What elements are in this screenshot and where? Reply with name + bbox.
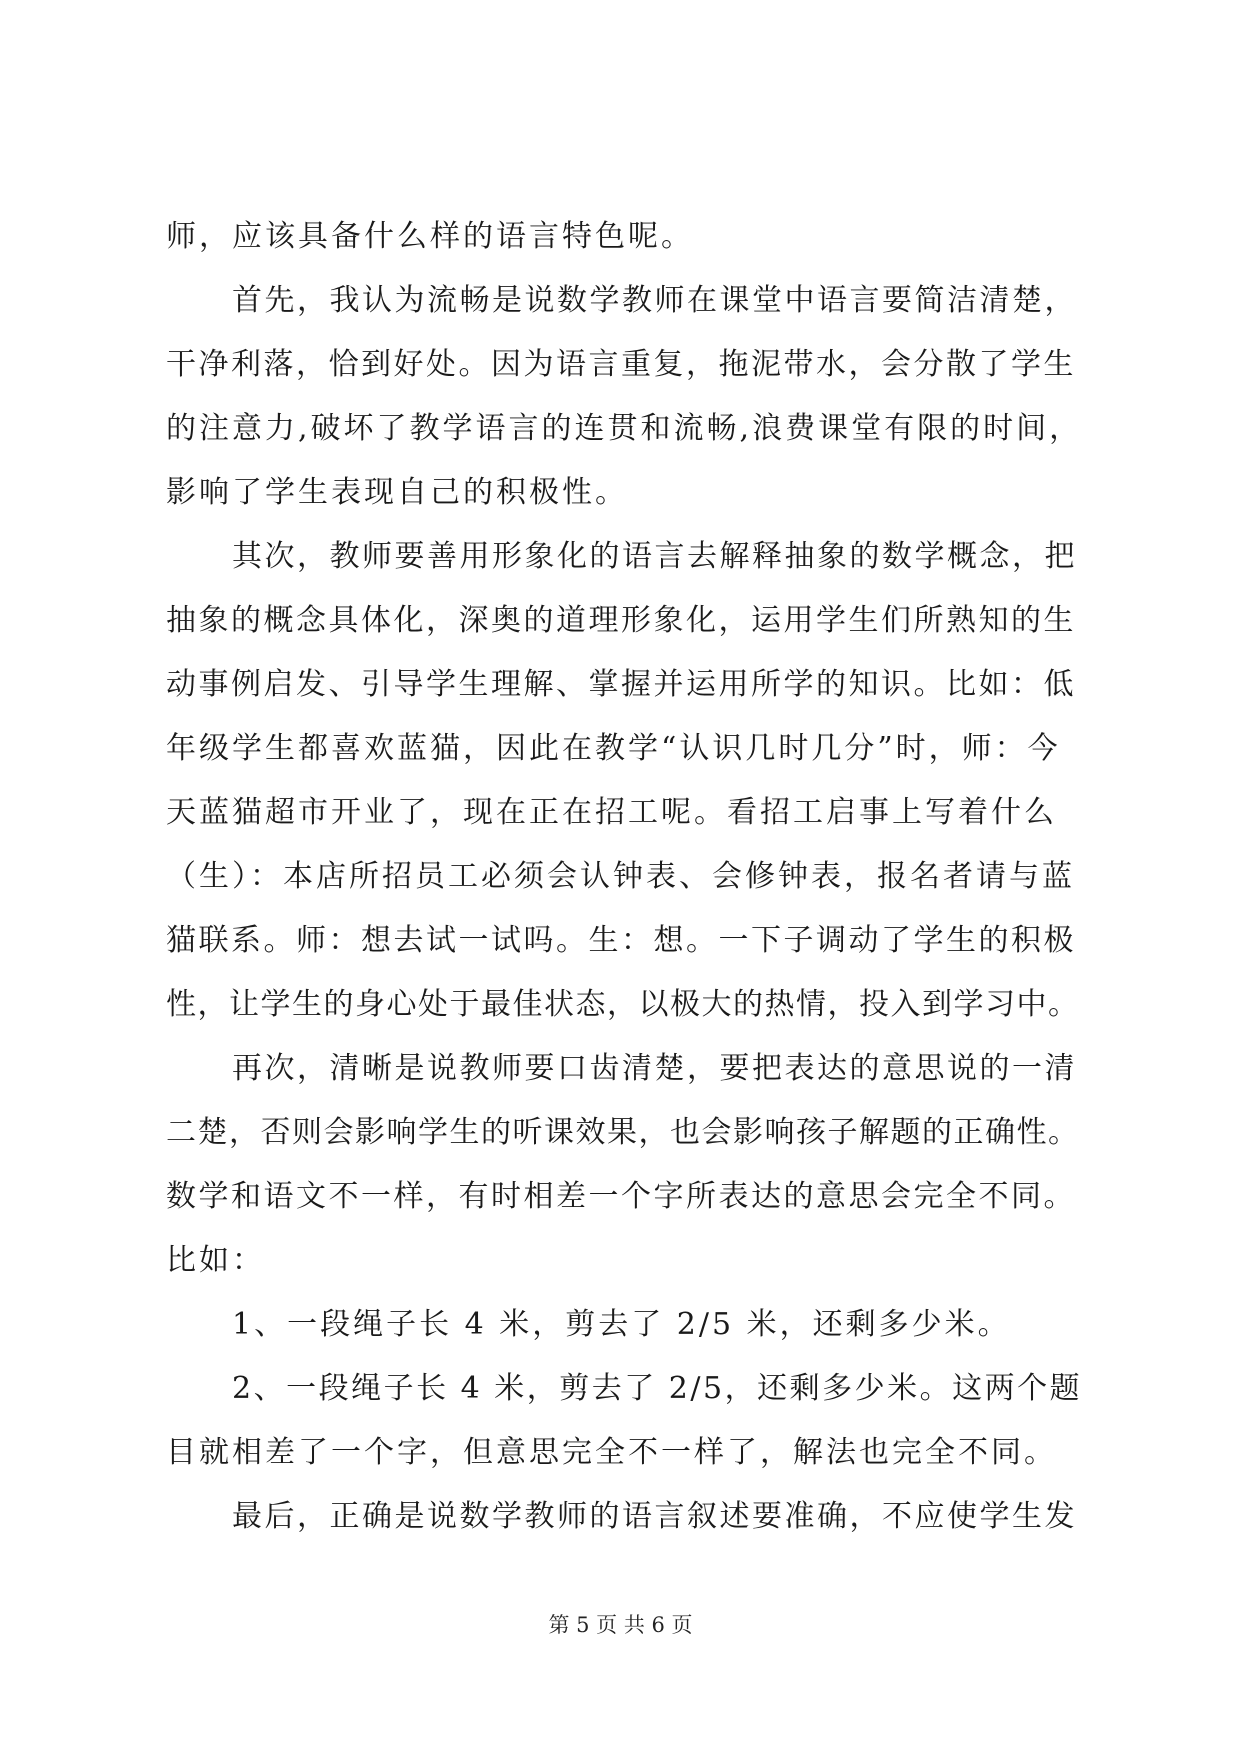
page-footer: 第 5 页 共 6 页 — [548, 1613, 693, 1637]
text-line: 其次，教师要善用形象化的语言去解释抽象的数学概念，把 — [232, 539, 1077, 574]
text-line: 性，让学生的身心处于最佳状态，以极大的热情，投入到学习中。 — [166, 987, 1080, 1022]
text-line: 天蓝猫超市开业了，现在正在招工呢。看招工启事上写着什么 — [166, 795, 1057, 830]
text-line: 目就相差了一个字，但意思完全不一样了，解法也完全不同。 — [166, 1435, 1057, 1470]
text-line: 数学和语文不一样，有时相差一个字所表达的意思会完全不同。 — [166, 1179, 1076, 1214]
text-line: 二楚，否则会影响学生的听课效果，也会影响孩子解题的正确性。 — [166, 1115, 1080, 1150]
text-line: 2、一段绳子长 4 米，剪去了 2/5，还剩多少米。这两个题 — [232, 1371, 1083, 1406]
text-line: 再次，清晰是说教师要口齿清楚，要把表达的意思说的一清 — [232, 1051, 1077, 1086]
text-line: 动事例启发、引导学生理解、掌握并运用所学的知识。比如：低 — [166, 667, 1076, 702]
text-line: 1、一段绳子长 4 米，剪去了 2/5 米，还剩多少米。 — [232, 1307, 1011, 1342]
text-line: 首先，我认为流畅是说数学教师在课堂中语言要简洁清楚， — [232, 283, 1077, 318]
text-line: 最后，正确是说数学教师的语言叙述要准确，不应使学生发 — [232, 1499, 1077, 1534]
text-line: 抽象的概念具体化，深奥的道理形象化，运用学生们所熟知的生 — [166, 603, 1076, 638]
document-body — [166, 205, 1086, 1549]
text-line: 年级学生都喜欢蓝猫，因此在教学“认识几时几分”时，师：今 — [166, 731, 1061, 766]
text-line: 干净利落，恰到好处。因为语言重复，拖泥带水，会分散了学生 — [166, 347, 1076, 382]
text-line: （生）：本店所招员工必须会认钟表、会修钟表，报名者请与蓝 — [166, 859, 1075, 894]
text-line: 影响了学生表现自己的积极性。 — [166, 475, 628, 510]
text-line: 猫联系。师：想去试一试吗。生：想。一下子调动了学生的积极 — [166, 923, 1076, 958]
text-line: 师，应该具备什么样的语言特色呢。 — [166, 219, 694, 254]
text-line: 比如： — [166, 1243, 265, 1278]
text-line: 的注意力,破坏了教学语言的连贯和流畅,浪费课堂有限的时间， — [166, 411, 1083, 446]
